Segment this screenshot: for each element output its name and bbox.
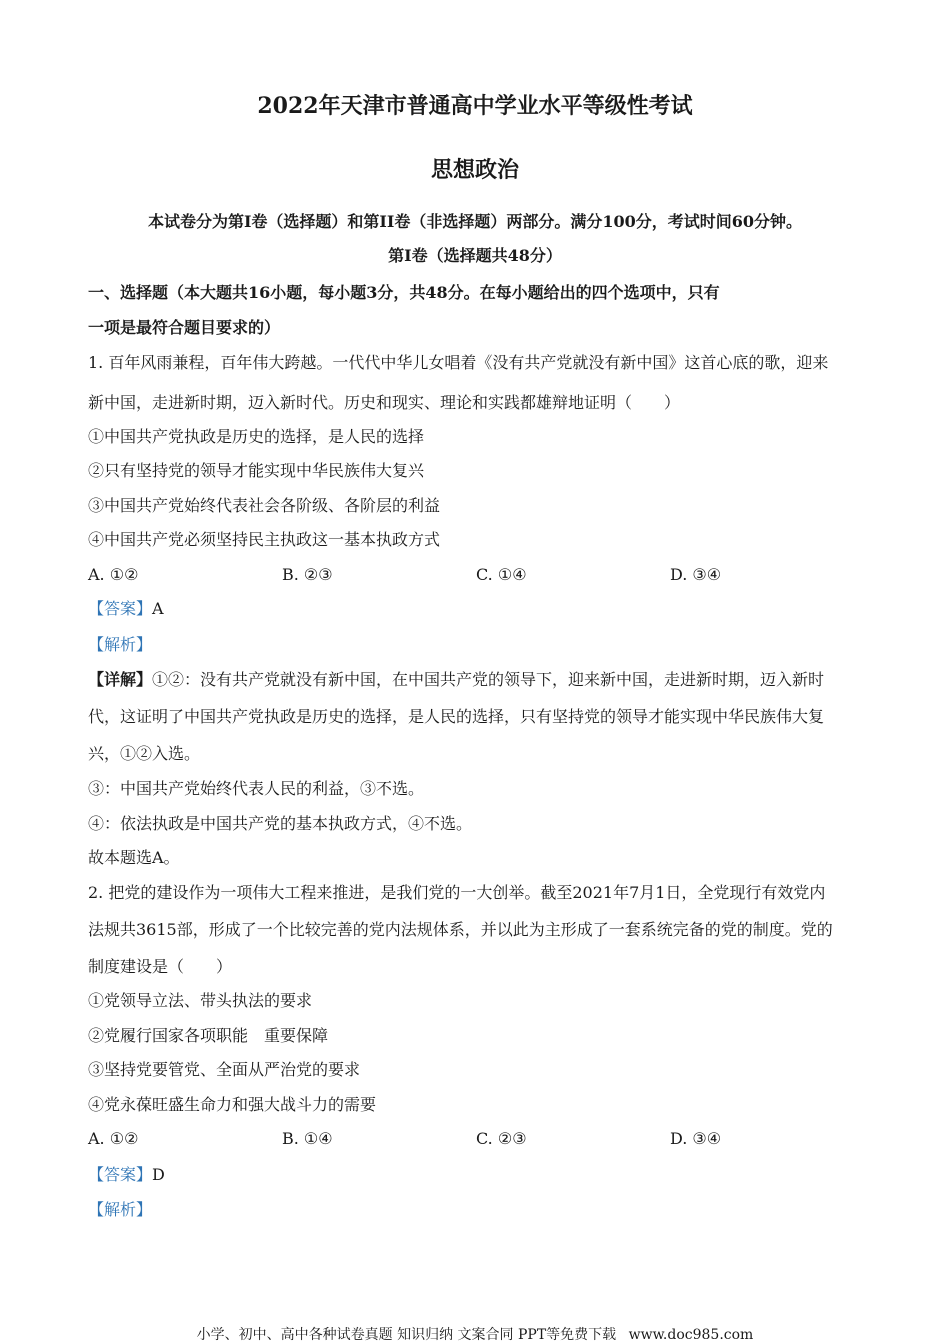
q1-stem-line1: 1. 百年风雨兼程，百年伟大跨越。一代代中华儿女唱着《没有共产党就没有新中国》这首心底的歌，迎来	[88, 353, 829, 372]
q2-answer	[88, 1165, 165, 1185]
q2-analysis-tag: 【解析】	[88, 1200, 153, 1219]
q1-option-a: A. ①②	[88, 565, 139, 584]
q1-detail-line2: 代，这证明了中国共产党执政是历史的选择，是人民的选择，只有坚持党的领导才能实现中华民族伟大复	[88, 707, 825, 726]
page-footer	[0, 1326, 950, 1344]
q1-detail-line5: ④：依法执政是中国共产党的基本执政方式，④不选。	[88, 814, 473, 833]
q1-answer	[88, 599, 164, 619]
subject-title: 思想政治	[430, 157, 519, 183]
q1-answer-value: A	[152, 599, 164, 618]
q1-option-b: B. ②③	[282, 565, 333, 584]
q2-item-1: ①党领导立法、带头执法的要求	[88, 991, 313, 1010]
q1-option-c: C. ①④	[476, 565, 527, 584]
q2-item-3: ③坚持党要管党、全面从严治党的要求	[88, 1060, 361, 1079]
section-heading-line1: 一、选择题（本大题共16小题，每小题3分，共48分。在每小题给出的四个选项中，只有	[88, 283, 720, 302]
q2-stem-line1: 2. 把党的建设作为一项伟大工程来推进，是我们党的一大创举。截至2021年7月1日，全党现行有效党内	[88, 883, 826, 902]
q1-option-d: D. ③④	[670, 565, 722, 584]
q1-item-4: ④中国共产党必须坚持民主执政这一基本执政方式	[88, 530, 441, 549]
q1-stem-line2: 新中国，走进新时期，迈入新时代。历史和现实、理论和实践都雄辩地证明（ ）	[88, 393, 681, 412]
q2-option-a: A. ①②	[88, 1129, 139, 1148]
q2-option-d: D. ③④	[670, 1129, 722, 1148]
q1-detail-line1	[88, 670, 824, 690]
q1-item-1: ①中国共产党执政是历史的选择，是人民的选择	[88, 427, 425, 446]
footer-promo-text: 小学、初中、高中各种试卷真题 知识归纳 文案合同 PPT等免费下载	[196, 1327, 617, 1343]
part1-title: 第Ⅰ卷（选择题共48分）	[388, 246, 562, 265]
section-heading-line2: 一项是最符合题目要求的）	[88, 318, 281, 337]
q1-conclusion: 故本题选A。	[88, 848, 180, 867]
q2-stem-line3: 制度建设是（ ）	[88, 957, 233, 976]
exam-title: 2022年天津市普通高中学业水平等级性考试	[257, 93, 693, 119]
q1-detail-line4: ③：中国共产党始终代表人民的利益，③不选。	[88, 779, 425, 798]
q1-answer-tag: 【答案】	[88, 599, 153, 618]
q1-detail-tag: 【详解】	[88, 670, 153, 689]
q1-item-2: ②只有坚持党的领导才能实现中华民族伟大复兴	[88, 461, 425, 480]
footer-website-link[interactable]: www.doc985.com	[628, 1327, 754, 1343]
paper-description: 本试卷分为第Ⅰ卷（选择题）和第II卷（非选择题）两部分。满分100分，考试时间60分钟。	[147, 212, 803, 231]
q2-item-4: ④党永葆旺盛生命力和强大战斗力的需要	[88, 1095, 377, 1114]
q2-option-b: B. ①④	[282, 1129, 333, 1148]
q1-detail-text1: ①②：没有共产党就没有新中国，在中国共产党的领导下，迎来新中国，走进新时期，迈入新时	[152, 670, 825, 689]
q2-stem-line2: 法规共3615部，形成了一个比较完善的党内法规体系，并以此为主形成了一套系统完备的党的制度。党的	[88, 920, 833, 939]
q2-answer-value: D	[152, 1165, 165, 1184]
q2-item-2: ②党履行国家各项职能 重要保障	[88, 1026, 329, 1045]
q1-item-3: ③中国共产党始终代表社会各阶级、各阶层的利益	[88, 496, 441, 515]
q1-detail-line3: 兴，①②入选。	[88, 744, 201, 763]
q2-answer-tag: 【答案】	[88, 1165, 153, 1184]
q2-option-c: C. ②③	[476, 1129, 527, 1148]
q1-analysis-tag: 【解析】	[88, 635, 153, 654]
